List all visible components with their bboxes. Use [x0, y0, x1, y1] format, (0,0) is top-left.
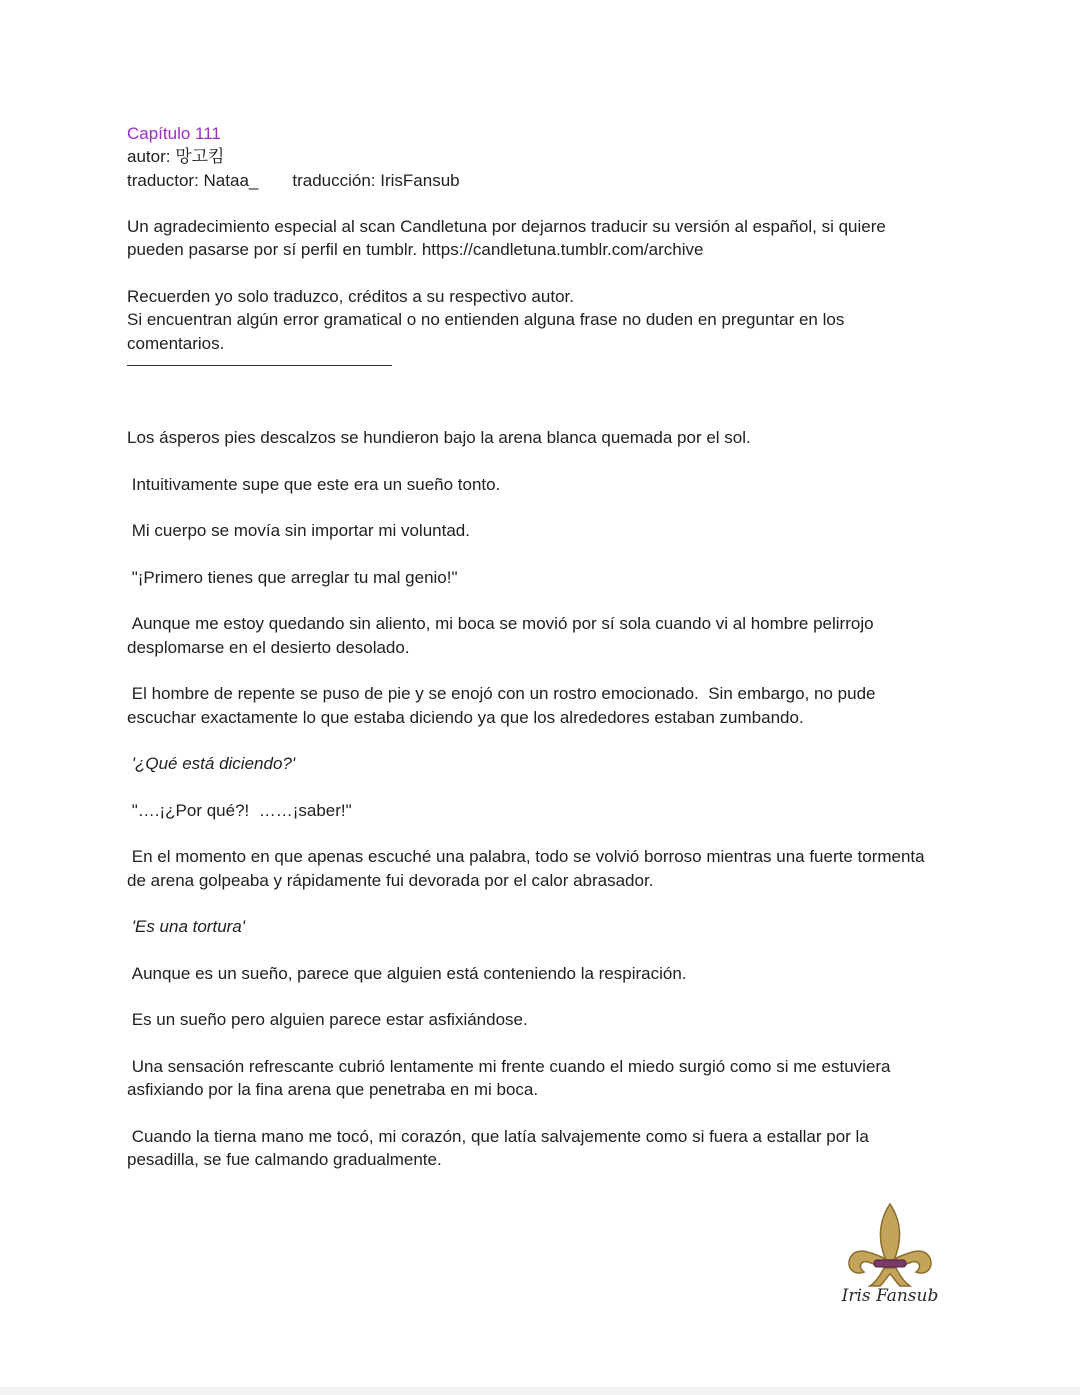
- story-paragraph: "….¡¿Por qué?! ……¡saber!": [127, 800, 352, 820]
- story-paragraph: Es un sueño pero alguien parece estar asfixiándose.: [127, 1010, 528, 1030]
- story-paragraph: Aunque es un sueño, parece que alguien está conteniendo la respiración.: [127, 963, 687, 983]
- document-header: [127, 122, 927, 366]
- chapter-title: Capítulo 111: [127, 124, 221, 143]
- fleur-de-lis-icon: [840, 1200, 940, 1290]
- logo-text: Iris Fansub: [841, 1286, 939, 1306]
- thanks-note: Un agradecimiento especial al scan Candletuna por dejarnos traducir su versión al español, si quiere pueden pasarse por sí perfil en tumblr. https://candletuna.tumblr.com/archive: [127, 217, 891, 260]
- iris-fansub-logo: [840, 1200, 940, 1315]
- page-bottom-edge: [0, 1387, 1080, 1395]
- story-paragraph: Mi cuerpo se movía sin importar mi voluntad.: [127, 521, 470, 541]
- story-paragraph: El hombre de repente se puso de pie y se enojó con un rostro emocionado. Sin embargo, no pude escuchar exactamente lo que estaba diciendo ya que los alrededores estaban zumbando.: [127, 684, 881, 727]
- story-paragraph: Los ásperos pies descalzos se hundieron bajo la arena blanca quemada por el sol.: [127, 428, 751, 447]
- story-thought: '¿Qué está diciendo?': [127, 754, 296, 774]
- translation-credit: traducción: IrisFansub: [292, 170, 460, 190]
- story-paragraph: Cuando la tierna mano me tocó, mi corazón, que latía salvajemente como si fuera a estallar por la pesadilla, se fue calmando gradualmente.: [127, 1126, 874, 1170]
- separator-line: [127, 365, 392, 366]
- translator-credit: traductor: Nataa_: [127, 170, 259, 190]
- story-paragraph: Una sensación refrescante cubrió lentamente mi frente cuando el miedo surgió como si me estuviera asfixiando por la fina arena que penetraba en mi boca.: [127, 1057, 896, 1100]
- story-paragraph: Intuitivamente supe que este era un sueño tonto.: [127, 474, 501, 494]
- spacer: [127, 262, 927, 285]
- story-paragraph: Aunque me estoy quedando sin aliento, mi boca se movió por sí sola cuando vi al hombre pelirrojo desplomarse en el desierto desolado.: [127, 614, 879, 657]
- story-thought: 'Es una tortura': [127, 917, 246, 937]
- credits-row: [127, 169, 927, 192]
- feedback-note: Si encuentran algún error gramatical o no entienden alguna frase no duden en preguntar en los comentarios.: [127, 310, 850, 353]
- story-paragraph: "¡Primero tienes que arreglar tu mal genio!": [127, 567, 458, 587]
- spacer: [127, 192, 927, 215]
- story-body: [127, 426, 930, 1195]
- disclaimer-note: Recuerden yo solo traduzco, créditos a su respectivo autor.: [127, 287, 574, 307]
- story-paragraph: En el momento en que apenas escuché una palabra, todo se volvió borroso mientras una fuerte tormenta de arena golpeaba y rápidamente fui devorada por el calor abrasador.: [127, 847, 930, 890]
- author-credit: autor: 망고킴: [127, 147, 225, 167]
